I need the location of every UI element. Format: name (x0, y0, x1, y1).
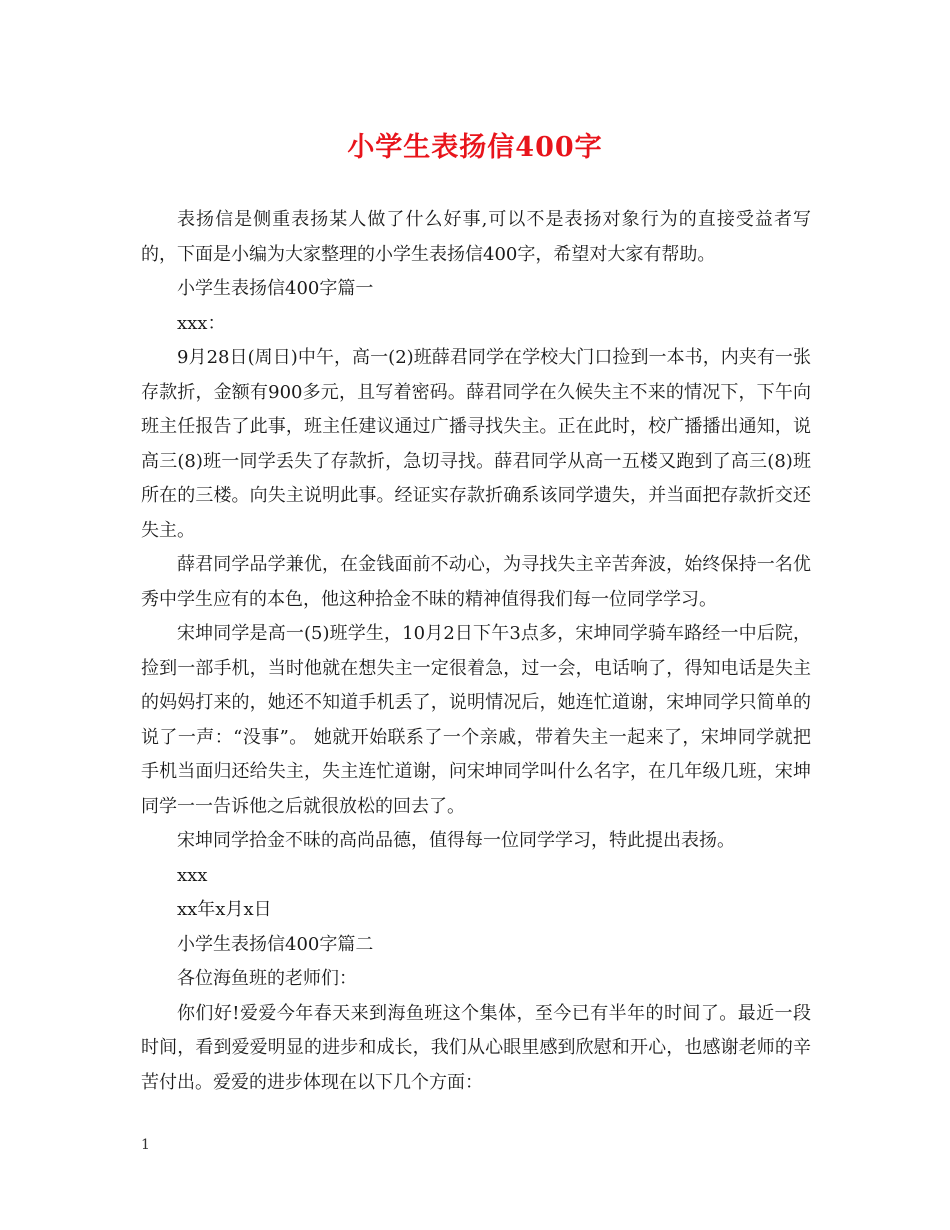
body-paragraph: 9月28日(周日)中午，高一(2)班薛君同学在学校大门口捡到一本书，内夹有一张存款折，金额有900多元，且写着密码。薛君同学在久候失主不来的情况下，下午向班主任报告了此事，班主任建议通过广播寻找失主。正在此时，校广播播出通知，说高三(8)班一同学丢失了存款折，急切寻找。薛君同学从高一五楼又跑到了高三(8)班所在的三楼。向失主说明此事。经证实存款折确系该同学遗失，并当面把存款折交还失主。 (141, 347, 811, 541)
document-title: 小学生表扬信400字 (347, 132, 603, 163)
signature-date: xx年x月x日 (177, 899, 272, 920)
document-body (141, 203, 811, 1100)
body-paragraph: 宋坤同学拾金不昧的高尚品德，值得每一位同学学习，特此提出表扬。 (177, 830, 735, 851)
section-heading-two: 小学生表扬信400字篇二 (177, 933, 374, 955)
salutation-two: 各位海鱼班的老师们： (177, 968, 357, 989)
body-paragraph: 薛君同学品学兼优，在金钱面前不动心，为寻找失主辛苦奔波，始终保持一名优秀中学生应有的本色，他这种拾金不昧的精神值得我们每一位同学学习。 (141, 554, 811, 610)
salutation-one: xxx： (177, 312, 226, 334)
body-paragraph: 宋坤同学是高一(5)班学生，10月2日下午3点多，宋坤同学骑车路经一中后院，捡到一部手机，当时他就在想失主一定很着急，过一会，电话响了，得知电话是失主的妈妈打来的，她还不知道手机丢了，说明情况后，她连忙道谢，宋坤同学只简单的说了一声：“没事”。 她就开始联系了一个亲戚，带着失主一起来了，宋坤同学就把手机当面归还给失主，失主连忙道谢，问宋坤同学叫什么名字，在几年级几班，宋坤同学一一告诉他之后就很放松的回去了。 (141, 623, 811, 817)
page-number: 1 (141, 1137, 150, 1153)
signature-name: xxx (177, 864, 208, 886)
section-heading-one: 小学生表扬信400字篇一 (177, 278, 374, 299)
intro-paragraph: 表扬信是侧重表扬某人做了什么好事,可以不是表扬对象行为的直接受益者写的，下面是小编为大家整理的小学生表扬信400字，希望对大家有帮助。 (141, 209, 811, 265)
body-paragraph: 你们好!爱爱今年春天来到海鱼班这个集体，至今已有半年的时间了。最近一段时间，看到爱爱明显的进步和成长，我们从心眼里感到欣慰和开心，也感谢老师的辛苦付出。爱爱的进步体现在以下几个方面： (141, 1002, 811, 1093)
